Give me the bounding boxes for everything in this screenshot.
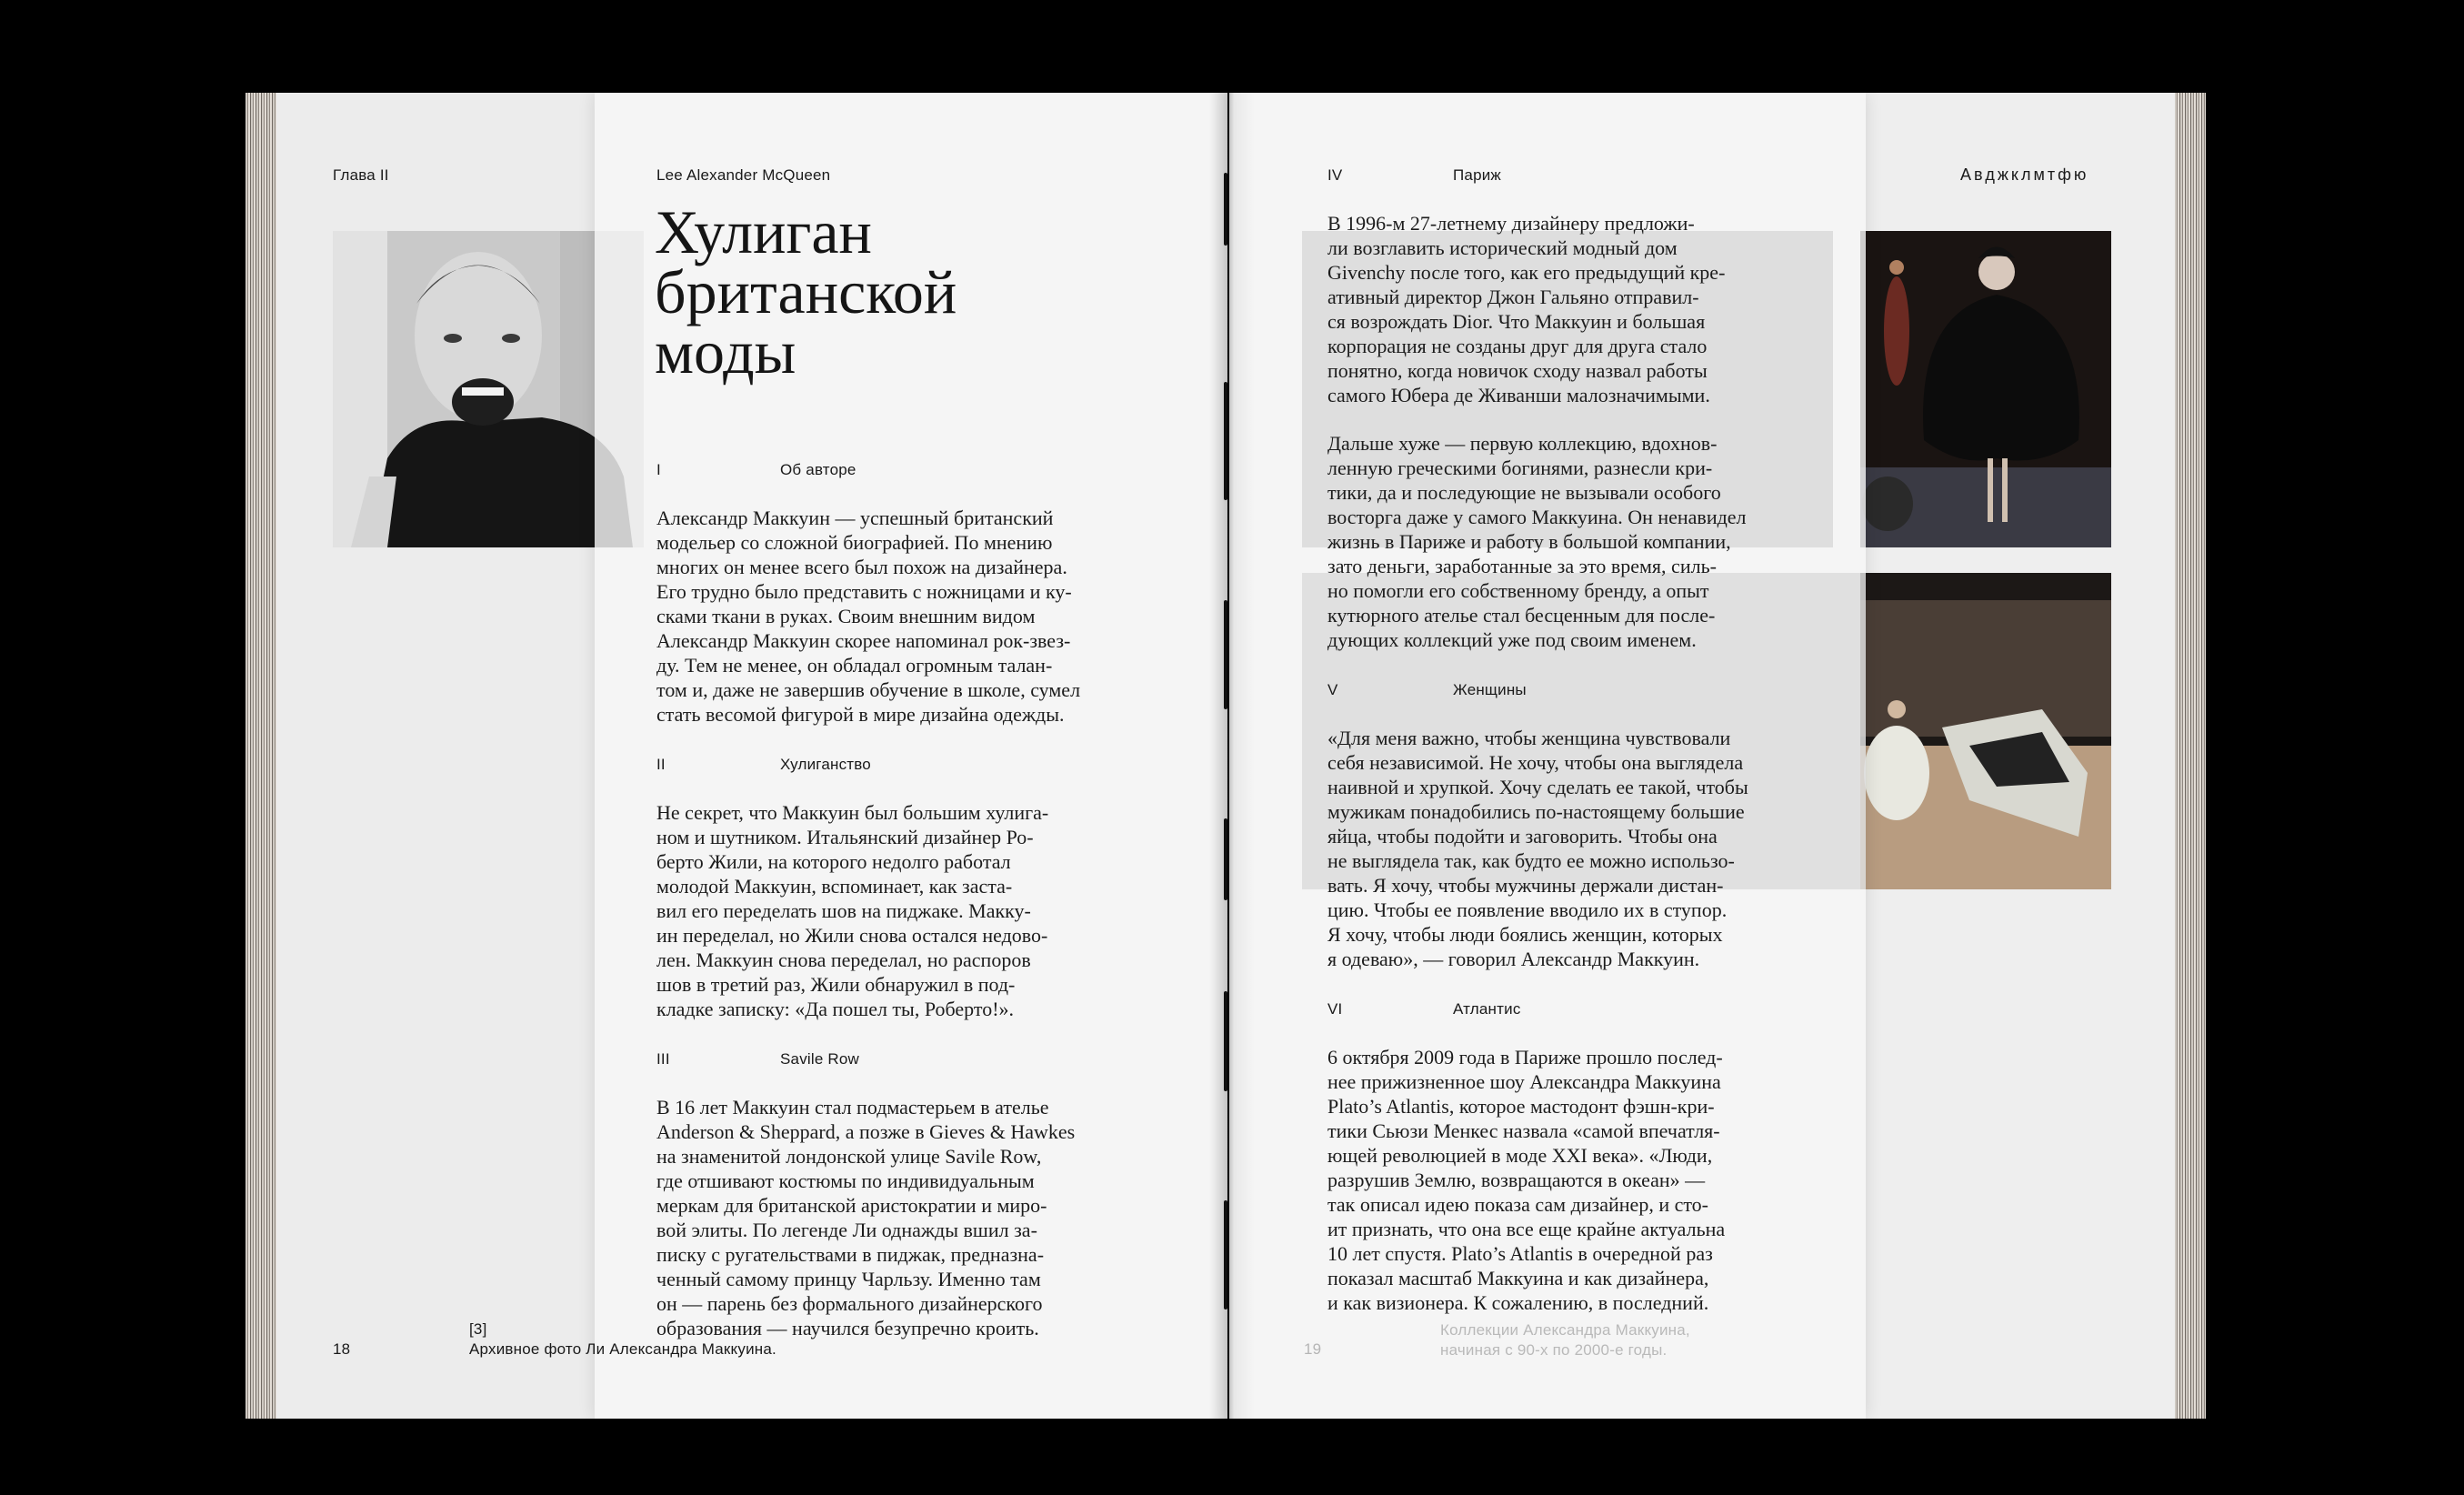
text-line: на знаменитой лондонской улице Savile Row, bbox=[656, 1145, 1042, 1168]
text-line: Дальше хуже — первую коллекцию, вдохнов- bbox=[1327, 432, 1718, 455]
section-body-1 bbox=[656, 506, 1220, 727]
text-line: и как визионера. К сожалению, в последний. bbox=[1327, 1291, 1709, 1314]
section-number: IV bbox=[1327, 166, 1343, 184]
spine-stitch bbox=[1224, 1200, 1227, 1309]
text-line: наивной и хрупкой. Хочу сделать ее такой, чтобы bbox=[1327, 776, 1748, 798]
text-line: 6 октября 2009 года в Париже прошло послед- bbox=[1327, 1046, 1723, 1069]
text-line: мужикам понадобились по-настоящему большие bbox=[1327, 800, 1745, 823]
section-title: Хулиганство bbox=[780, 756, 871, 773]
text-line: жизнь в Париже и работу в большой компании, bbox=[1327, 530, 1731, 553]
text-line: показал масштаб Маккуина и как дизайнера, bbox=[1327, 1267, 1709, 1289]
article-title bbox=[655, 197, 957, 386]
caption-line: начиная с 90-х по 2000-е годы. bbox=[1440, 1341, 1668, 1359]
spine-stitch bbox=[1224, 991, 1227, 1091]
title-line: моды bbox=[655, 317, 796, 386]
text-line: ит признать, что она все еще крайне актуальна bbox=[1327, 1218, 1726, 1240]
text-line: вил его переделать шов на пиджаке. Макку- bbox=[656, 899, 1031, 922]
text-line: восторга даже у самого Маккуина. Он ненавидел bbox=[1327, 506, 1747, 528]
right-caption bbox=[1440, 1320, 1690, 1360]
text-line: нее прижизненное шоу Александра Маккуина bbox=[1327, 1070, 1721, 1093]
section-title: Об авторе bbox=[780, 461, 856, 478]
text-line: меркам для британской аристократии и миро- bbox=[656, 1194, 1047, 1217]
section-title: Атлантис bbox=[1453, 1000, 1521, 1018]
overlay-running-head: Lee Alexander McQueen bbox=[656, 166, 831, 184]
text-line: 10 лет спустя. Plato’s Atlantis в очередной раз bbox=[1327, 1242, 1713, 1265]
text-line: себя независимой. Не хочу, чтобы она выглядела bbox=[1327, 751, 1744, 774]
left-page-number: 18 bbox=[333, 1340, 351, 1358]
text-line: так описал идею показа сам дизайнер, и сто- bbox=[1327, 1193, 1709, 1216]
text-line: образования — научился безупречно кроить. bbox=[656, 1317, 1039, 1339]
caption-number: [3] bbox=[469, 1320, 487, 1338]
runway-illustration-1 bbox=[1860, 231, 2111, 547]
text-line: разрушив Землю, возвращаются в океан» — bbox=[1327, 1169, 1706, 1191]
right-page-edges bbox=[2175, 93, 2206, 1419]
text-line: ся возрождать Dior. Что Маккуин и большая bbox=[1327, 310, 1706, 333]
section-number: III bbox=[656, 1050, 670, 1068]
text-line: молодой Маккуин, вспоминает, как заста- bbox=[656, 875, 1013, 898]
text-line: кутюрного ателье стал бесценным для после- bbox=[1327, 604, 1716, 627]
text-line: многих он менее всего был похож на дизайнера. bbox=[656, 556, 1067, 578]
text-line: В 16 лет Маккуин стал подмастерьем в ателье bbox=[656, 1096, 1049, 1119]
text-line: он — парень без формального дизайнерского bbox=[656, 1292, 1043, 1315]
section-number: VI bbox=[1327, 1000, 1343, 1018]
text-line: не выглядела так, как будто ее можно использо- bbox=[1327, 849, 1735, 872]
text-line: ду. Тем не менее, он обладал огромным талан- bbox=[656, 654, 1053, 677]
title-line: британской bbox=[655, 257, 957, 326]
section-body-2 bbox=[656, 800, 1220, 1021]
section-title: Париж bbox=[1453, 166, 1501, 184]
text-line: Anderson & Sheppard, а позже в Gieves & Hawkes bbox=[656, 1120, 1076, 1143]
text-line: ин переделал, но Жили снова остался недово- bbox=[656, 924, 1048, 947]
text-line: сками ткани в руках. Своим внешним видом bbox=[656, 605, 1036, 627]
text-line: том и, даже не завершив обучение в школе, сумел bbox=[656, 678, 1081, 701]
title-line: Хулиган bbox=[655, 197, 872, 266]
section-title: Savile Row bbox=[780, 1050, 860, 1068]
spine-stitch bbox=[1224, 382, 1227, 500]
section-number: V bbox=[1327, 681, 1338, 698]
caption-line: Коллекции Александра Маккуина, bbox=[1440, 1321, 1690, 1339]
text-line: цию. Чтобы ее появление вводило их в ступор. bbox=[1327, 898, 1728, 921]
section-body-6 bbox=[1327, 1045, 1837, 1315]
text-line: шов в третий раз, Жили обнаружил в под- bbox=[656, 973, 1016, 996]
section-body-3 bbox=[656, 1095, 1220, 1340]
text-line: ченный самому принцу Чарльзу. Именно там bbox=[656, 1268, 1041, 1290]
runway-illustration-2 bbox=[1860, 573, 2111, 889]
text-line: понятно, когда новичок сходу назвал работы bbox=[1327, 359, 1708, 382]
text-line: кладке записку: «Да пошел ты, Роберто!». bbox=[656, 998, 1015, 1020]
text-line: я одеваю», — говорил Александр Маккуин. bbox=[1327, 948, 1700, 970]
text-line: тики, да и последующие не вызывали особого bbox=[1327, 481, 1721, 504]
text-line: модельер со сложной биографией. По мнению bbox=[656, 531, 1053, 554]
spine-stitch bbox=[1224, 173, 1227, 246]
section-body-4b bbox=[1327, 431, 1837, 652]
text-line: ленную греческими богинями, разнесли кри- bbox=[1327, 457, 1713, 479]
spine-stitch bbox=[1224, 818, 1227, 900]
section-number: I bbox=[656, 461, 661, 478]
text-line: но помогли его собственному бренду, а опыт bbox=[1327, 579, 1709, 602]
text-line: Александр Маккуин — успешный британский bbox=[656, 507, 1054, 529]
text-line: зато деньги, заработанные за это время, силь- bbox=[1327, 555, 1717, 577]
text-line: яйца, чтобы подойти и заговорить. Чтобы она bbox=[1327, 825, 1718, 848]
text-line: ном и шутником. Итальянский дизайнер Ро- bbox=[656, 826, 1034, 848]
text-line: «Для меня важно, чтобы женщина чувствовали bbox=[1327, 727, 1731, 749]
left-running-head: Глава II bbox=[333, 166, 389, 184]
text-line: ющей революцией в моде XXI века». «Люди, bbox=[1327, 1144, 1713, 1167]
text-line: дующих коллекций уже под своим именем. bbox=[1327, 628, 1697, 651]
section-body-5 bbox=[1327, 726, 1837, 971]
runway-photo-atlantis bbox=[1860, 573, 2111, 889]
text-line: писку с ругательствами в пиджак, предназна- bbox=[656, 1243, 1045, 1266]
text-line: Я хочу, чтобы люди боялись женщин, которых bbox=[1327, 923, 1723, 946]
text-line: Александр Маккуин скорее напоминал рок-звез- bbox=[656, 629, 1071, 652]
section-body-4 bbox=[1327, 211, 1837, 407]
text-line: Givenchy после того, как его предыдущий кре- bbox=[1327, 261, 1726, 284]
spine-stitch bbox=[1224, 600, 1227, 709]
text-line: В 1996-м 27-летнему дизайнеру предложи- bbox=[1327, 212, 1695, 235]
section-title: Женщины bbox=[1453, 681, 1527, 698]
text-line: корпорация не созданы друг для друга стало bbox=[1327, 335, 1708, 357]
right-page-number: 19 bbox=[1304, 1340, 1322, 1358]
text-line: Его трудно было представить с ножницами и ку- bbox=[656, 580, 1072, 603]
runway-photo-feather-dress bbox=[1860, 231, 2111, 547]
text-line: Не секрет, что Маккуин был большим хулига- bbox=[656, 801, 1049, 824]
text-line: лен. Маккуин снова переделал, но распоров bbox=[656, 948, 1031, 971]
text-line: вать. Я хочу, чтобы мужчины держали дистан- bbox=[1327, 874, 1724, 897]
text-line: тики Сьюзи Менкес назвала «самой впечатля- bbox=[1327, 1119, 1720, 1142]
text-line: вой элиты. По легенде Ли однажды вшил за- bbox=[656, 1219, 1037, 1241]
text-line: ативный директор Джон Гальяно отправил- bbox=[1327, 286, 1699, 308]
left-page-edges bbox=[245, 93, 276, 1419]
text-line: стать весомой фигурой в мире дизайна одежды. bbox=[656, 703, 1065, 726]
right-running-head: Авджклмтфю bbox=[1960, 166, 2089, 184]
text-line: берто Жили, на которого недолго работал bbox=[656, 850, 1011, 873]
section-number: II bbox=[656, 756, 666, 773]
text-line: где отшивают костюмы по индивидуальным bbox=[656, 1169, 1035, 1192]
text-line: самого Юбера де Живанши малозначимыми. bbox=[1327, 384, 1710, 406]
photo-caption: Архивное фото Ли Александра Маккуина. bbox=[469, 1340, 776, 1358]
text-line: ли возглавить исторический модный дом bbox=[1327, 236, 1678, 259]
text-line: Plato’s Atlantis, которое мастодонт фэшн-кри- bbox=[1327, 1095, 1715, 1118]
